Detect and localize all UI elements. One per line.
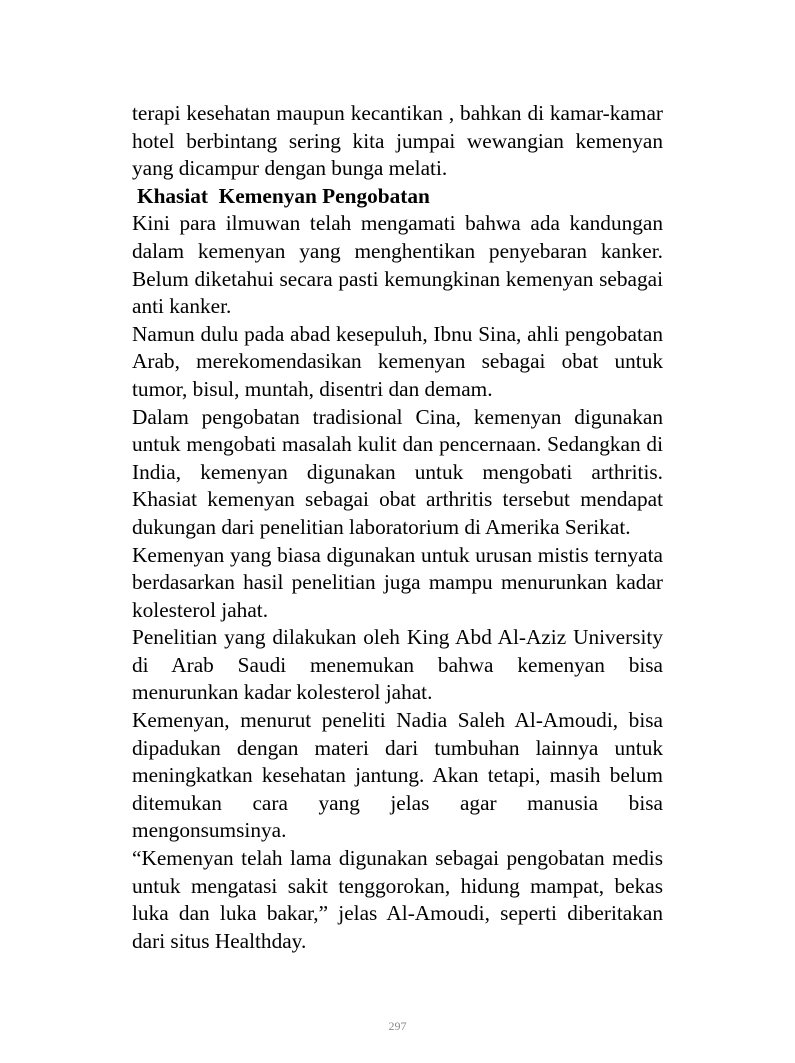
document-page xyxy=(132,100,663,955)
paragraph-6: Kemenyan, menurut peneliti Nadia Saleh Al-Amoudi, bisa dipadukan dengan materi dari tumbuhan lainnya untuk meningkatkan kesehatan jantung. Akan tetapi, masih belum ditemukan cara yang jelas agar manusia bisa mengonsumsinya. xyxy=(132,708,663,843)
paragraph-7: “Kemenyan telah lama digunakan sebagai pengobatan medis untuk mengatasi sakit tenggorokan, hidung mampat, bekas luka dan luka bakar,” jelas Al-Amoudi, seperti diberitakan dari situs Healthday. xyxy=(132,846,663,953)
paragraph-3: Dalam pengobatan tradisional Cina, kemenyan digunakan untuk mengobati masalah kulit dan pencernaan. Sedangkan di India, kemenyan digunakan untuk mengobati arthritis. Khasiat kemenyan sebagai obat arthritis tersebut mendapat dukungan dari penelitian laboratorium di Amerika Serikat. xyxy=(132,404,663,539)
section-heading: Khasiat Kemenyan Pengobatan xyxy=(137,183,430,208)
page-number: 297 xyxy=(388,1019,407,1033)
paragraph-5: Penelitian yang dilakukan oleh King Abd Al-Aziz University di Arab Saudi menemukan bahwa kemenyan bisa menurunkan kadar kolesterol jahat. xyxy=(132,625,663,705)
paragraph-intro: terapi kesehatan maupun kecantikan , bahkan di kamar-kamar hotel berbintang sering kita jumpai wewangian kemenyan yang dicampur dengan bunga melati. xyxy=(132,101,663,181)
paragraph-4: Kemenyan yang biasa digunakan untuk urusan mistis ternyata berdasarkan hasil penelitian juga mampu menurunkan kadar kolesterol jahat. xyxy=(132,542,663,622)
paragraph-1: Kini para ilmuwan telah mengamati bahwa ada kandungan dalam kemenyan yang menghentikan penyebaran kanker. Belum diketahui secara pasti kemungkinan kemenyan sebagai anti kanker. xyxy=(132,211,663,319)
paragraph-2: Namun dulu pada abad kesepuluh, Ibnu Sina, ahli pengobatan Arab, merekomendasikan kemenyan sebagai obat untuk tumor, bisul, muntah, disentri dan demam. xyxy=(132,321,663,401)
